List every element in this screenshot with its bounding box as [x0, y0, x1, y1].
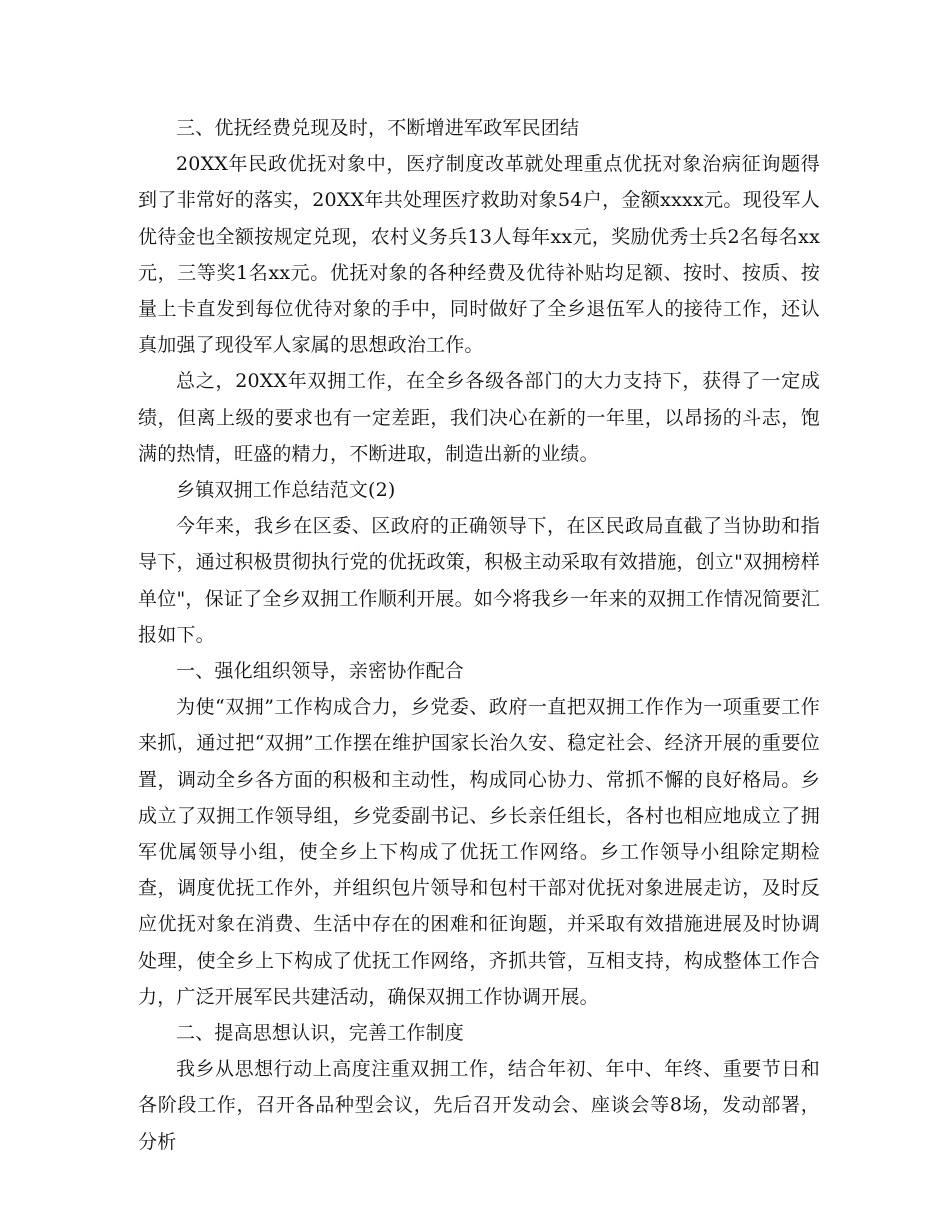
section-heading-2: 二、提高思想认识，完善工作制度: [176, 1022, 465, 1045]
section-heading-1: 一、强化组织领导，亲密协作配合: [176, 660, 465, 683]
document-subtitle: 乡镇双拥工作总结范文(2): [176, 479, 396, 502]
section-heading-3: 三、优抚经费兑现及时，不断增进军政军民团结: [176, 117, 580, 139]
paragraph-organization: 为使“双拥”工作构成合力，乡党委、政府一直把双拥工作作为一项重要工作来抓，通过把“双拥”工作摆在维护国家长治久安、稳定社会、经济开展的重要位置，调动全乡各方面的积极和主动性，构成同心协力、常抓不懈的良好格局。乡成立了双拥工作领导组，乡党委副书记、乡长亲任组长，各村也相应地成立了拥军优属领导小组，使全乡上下构成了优抚工作网络。乡工作领导小组除定期检查，调度优抚工作外，并组织包片领导和包村干部对优抚对象进展走访，及时反应优抚对象在消费、生活中存在的困难和征询题，并采取有效措施进展及时协调处理，使全乡上下构成了优抚工作网络，齐抓共管，互相支持，构成整体工作合力，广泛开展军民共建活动，确保双拥工作协调开展。: [138, 696, 820, 1008]
document-body: [138, 110, 820, 1160]
paragraph-medical-aid: 20XX年民政优抚对象中，医疗制度改革就处理重点优抚对象治病征询题得到了非常好的落实，20XX年共处理医疗救助对象54户，金额xxxx元。现役军人优待金也全额按规定兑现，农村义务兵13人每年xx元，奖励优秀士兵2名每名xx元，三等奖1名xx元。优抚对象的各种经费及优待补贴均足额、按时、按质、按量上卡直发到每位优待对象的手中，同时做好了全乡退伍军人的接待工作，还认真加强了现役军人家属的思想政治工作。: [138, 153, 820, 357]
paragraph-summary: 总之，20XX年双拥工作，在全乡各级各部门的大力支持下，获得了一定成绩，但离上级的要求也有一定差距，我们决心在新的一年里，以昂扬的斗志，饱满的热情，旺盛的精力，不断进取，制造出新的业绩。: [138, 370, 820, 465]
paragraph-intro: 今年来，我乡在区委、区政府的正确领导下，在区民政局直截了当协助和指导下，通过积极贯彻执行党的优抚政策，积极主动采取有效措施，创立"双拥榜样单位"，保证了全乡双拥工作顺利开展。如今将我乡一年来的双拥工作情况简要汇报如下。: [138, 515, 820, 646]
paragraph-awareness: 我乡从思想行动上高度注重双拥工作，结合年初、年中、年终、重要节日和各阶段工作，召开各品种型会议，先后召开发动会、座谈会等8场，发动部署，分析: [138, 1058, 820, 1153]
